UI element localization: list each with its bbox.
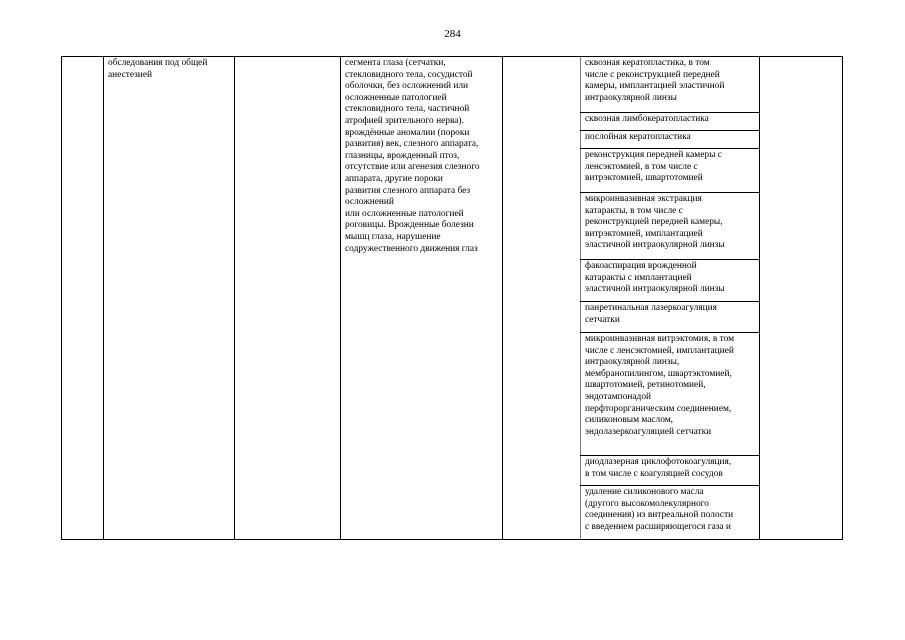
treatment-method: реконструкция передней камеры с ленсэктомией, в том числе с витрэктомией, швартотомией [580,148,760,192]
examination-cell: обследования под общей анестезией [108,58,208,80]
treatment-method: панретинальная лазеркоагуляция сетчатки [580,301,760,332]
treatment-method: микроинвазивная витрэктомия, в том числе с ленсэктомией, имплантацией интраокулярной линзы, мембранопилингом, швартэктомией, швартотомией, ретинотомией, эндотампонадой перфторорганическим соединением, силиконовым маслом, эндолазеркоагуляцией сетчатки [580,332,760,455]
treatment-method: сквозная кератопластика, в том числе с реконструкцией передней камеры, имплантацией эластичной интраокулярной линзы [585,58,725,103]
treatment-method: послойная кератопластика [580,130,760,148]
treatment-methods-list [580,57,760,538]
treatment-method: диодлазерная циклофотокоагуляция, в том числе с коагуляцией сосудов [580,455,760,485]
column-divider [234,57,235,539]
table [61,56,843,540]
diagnosis-cell: сегмента глаза (сетчатки, стекловидного тела, сосудистой оболочки, без осложнений или осложненные патологией стекловидного тела, частичной атрофией зрительного нерва). врождённые аномалии (пороки развития) век, слезного аппарата, глазницы, врожденный птоз, отсутствие или агенезия слезного аппарата, другие пороки развития слезного аппарата без осложнений или осложненные патологией роговицы. Врожденные болезни мышц глаза, нарушение содружественного движения глаз [345,58,480,254]
treatment-method: микроинвазивная экстракция катаракты, в том числе с реконструкцией передней камеры, витрэктомией, имплантацией эластичной интраокулярной линзы [580,192,760,259]
column-divider [502,57,503,539]
column-divider [340,57,341,539]
page-number: 284 [444,28,461,40]
table-border-left [61,57,62,539]
table-border-right [842,57,843,539]
treatment-method: удаление силиконового масла (другого высокомолекулярного соединения) из витреальной полости с введением расширяющегося газа и [580,485,760,538]
treatment-method: факоаспирация врожденной катаракты с имплантацией эластичной интраокулярной линзы [580,259,760,301]
column-divider [103,57,104,539]
treatment-method: сквозная лимбокератопластика [580,112,760,130]
